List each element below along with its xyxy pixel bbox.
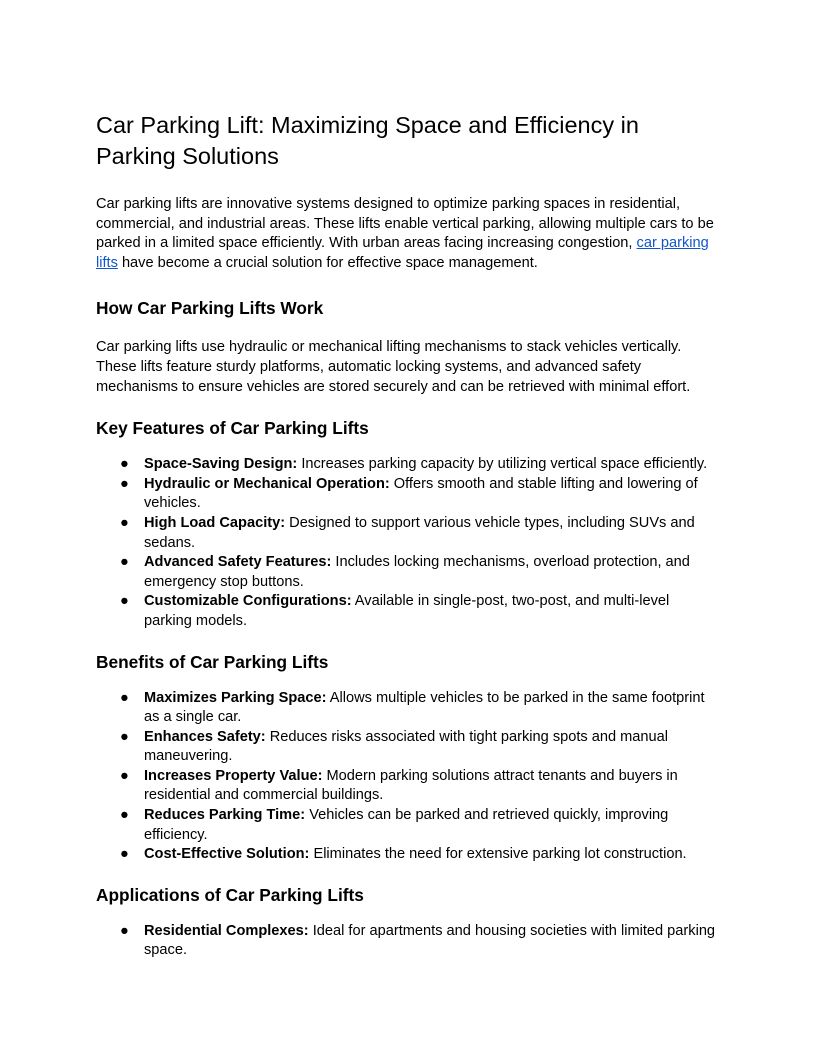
list-item-text: Ideal for apartments and housing societies with limited parking space.: [144, 922, 716, 959]
section-heading-how-it-works: How Car Parking Lifts Work: [96, 298, 324, 319]
bullet-icon: ●: [120, 767, 129, 784]
list-item: [96, 514, 720, 553]
list-item-text: Vehicles can be parked and retrieved quickly, improving efficiency.: [144, 807, 669, 843]
list-item: [96, 553, 720, 592]
intro-text-before-link: Car parking lifts are innovative systems designed to optimize parking spaces in residential, commercial, and industrial areas. These lifts enable vertical parking, allowing multiple cars to be parked in a limited space efficiently. With urban areas facing increasing congestion,: [96, 196, 714, 252]
section-heading-features: Key Features of Car Parking Lifts: [96, 418, 369, 439]
car-parking-lifts-link[interactable]: car parking lifts: [96, 235, 709, 271]
applications-list: [96, 922, 720, 961]
bullet-icon: ●: [120, 689, 129, 706]
bullet-icon: ●: [120, 922, 129, 939]
bullet-icon: ●: [120, 728, 129, 745]
list-item: [96, 728, 720, 767]
intro-paragraph: [96, 195, 720, 273]
list-item-term: Space-Saving Design:: [144, 456, 298, 473]
bullet-icon: ●: [120, 807, 129, 824]
bullet-icon: ●: [120, 554, 129, 571]
page-title: Car Parking Lift: Maximizing Space and Efficiency in Parking Solutions: [96, 112, 639, 169]
list-item-text: Designed to support various vehicle types, including SUVs and sedans.: [144, 514, 695, 551]
list-item-text: Eliminates the need for extensive parking lot construction.: [309, 846, 687, 863]
bullet-icon: ●: [120, 456, 129, 473]
list-item-text: Allows multiple vehicles to be parked in the same footprint as a single car.: [144, 689, 705, 726]
list-item: [96, 475, 720, 514]
list-item-term: Increases Property Value:: [144, 767, 323, 784]
list-item-text: Includes locking mechanisms, overload protection, and emergency stop buttons.: [144, 554, 690, 590]
list-item-term: Advanced Safety Features:: [144, 554, 332, 571]
list-item-term: High Load Capacity:: [144, 514, 286, 531]
how-it-works-paragraph: Car parking lifts use hydraulic or mechanical lifting mechanisms to stack vehicles vertically. These lifts feature sturdy platforms, automatic locking systems, and advanced safety mechanisms to ensure vehicles are stored securely and can be retrieved with minimal effort.: [96, 339, 691, 395]
bullet-icon: ●: [120, 593, 129, 610]
list-item: [96, 922, 720, 961]
bullet-icon: ●: [120, 514, 129, 531]
list-item-text: Increases parking capacity by utilizing vertical space efficiently.: [297, 456, 708, 473]
list-item-term: Customizable Configurations:: [144, 593, 352, 610]
list-item-text: Available in single-post, two-post, and multi-level parking models.: [144, 593, 670, 629]
list-item-text: Offers smooth and stable lifting and lowering of vehicles.: [144, 475, 698, 512]
bullet-icon: ●: [120, 846, 129, 863]
list-item-term: Maximizes Parking Space:: [144, 689, 327, 706]
list-item-text: Modern parking solutions attract tenants and buyers in residential and commercial buildings.: [144, 767, 678, 804]
document-page: [96, 110, 720, 961]
list-item: [96, 689, 720, 728]
list-item-term: Hydraulic or Mechanical Operation:: [144, 475, 390, 492]
list-item: [96, 455, 720, 475]
list-item: [96, 592, 720, 631]
benefits-list: [96, 689, 720, 865]
list-item-term: Enhances Safety:: [144, 728, 266, 745]
list-item: [96, 806, 720, 845]
list-item-term: Cost-Effective Solution:: [144, 846, 310, 863]
section-heading-applications: Applications of Car Parking Lifts: [96, 884, 364, 905]
section-heading-benefits: Benefits of Car Parking Lifts: [96, 651, 329, 672]
bullet-icon: ●: [120, 475, 129, 492]
list-item-term: Residential Complexes:: [144, 922, 309, 939]
list-item: [96, 767, 720, 806]
list-item-text: Reduces risks associated with tight parking spots and manual maneuvering.: [144, 728, 669, 765]
list-item: [96, 845, 720, 865]
list-item-term: Reduces Parking Time:: [144, 807, 306, 824]
features-list: [96, 455, 720, 631]
intro-text-after-link: have become a crucial solution for effective space management.: [117, 254, 538, 271]
